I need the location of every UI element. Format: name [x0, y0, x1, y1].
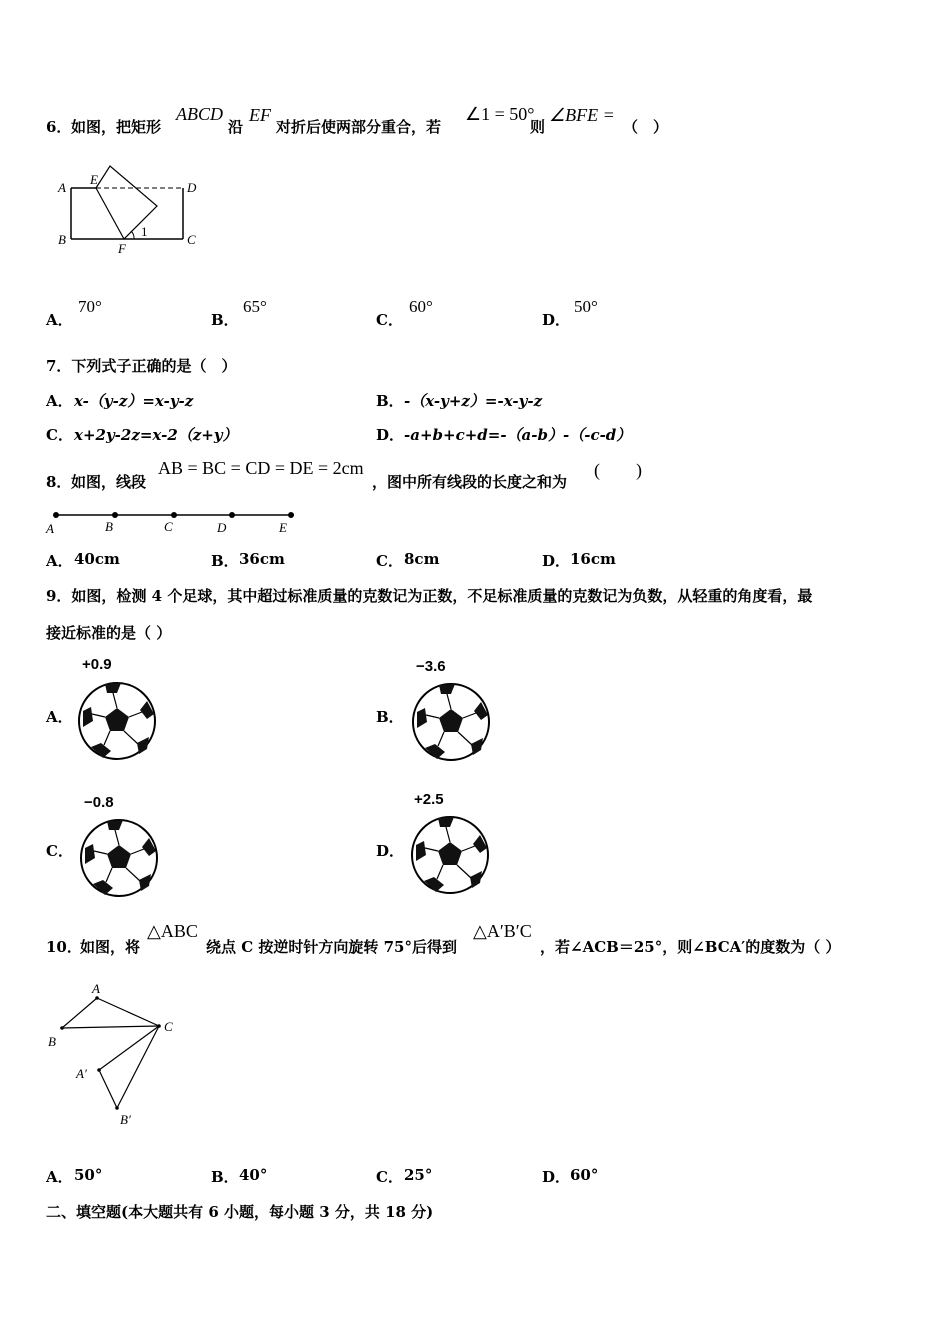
q10-edge-bc [62, 1026, 159, 1028]
q10-option-b-value: 40° [239, 1166, 268, 1184]
q10-option-c-letter[interactable]: C． [376, 1168, 403, 1186]
q8-point-d [229, 512, 235, 518]
q10-label-c: C [164, 1019, 173, 1034]
q9-option-a-football-icon [77, 681, 159, 763]
q10-math-abc: △ABC [147, 921, 198, 941]
q8-point-a [53, 512, 59, 518]
q8-math-segments: AB = BC = CD = DE = 2cm [158, 458, 364, 478]
q6-text-4: 则 [530, 118, 546, 136]
q6-label-c: C [187, 232, 196, 247]
q9-option-a-letter[interactable]: A． [46, 708, 73, 726]
q9-option-d-letter[interactable]: D． [376, 842, 405, 860]
q6-figure-rectangle-fold [52, 160, 212, 260]
q7-title: 7．下列式子正确的是（ ） [46, 357, 237, 375]
q7-option-a-letter[interactable]: A． [46, 392, 73, 410]
q10-edge-a2c [99, 1026, 159, 1070]
q6-fold-line-ef [96, 188, 124, 239]
q8-label-c: C [164, 519, 173, 534]
q8-option-d-value: 16cm [570, 550, 616, 568]
q10-option-a-letter[interactable]: A． [46, 1168, 73, 1186]
q8-point-c [171, 512, 177, 518]
q10-edge-b2c [117, 1026, 159, 1108]
q7-option-d-letter[interactable]: D． [376, 426, 405, 444]
q10-option-a-value: 50° [74, 1166, 103, 1184]
q9-option-c-football-icon [79, 818, 161, 900]
q10-number: 10． [46, 938, 82, 956]
q10-option-d-letter[interactable]: D． [542, 1168, 571, 1186]
q10-option-c-value: 25° [404, 1166, 433, 1184]
q6-option-c-letter[interactable]: C． [376, 311, 403, 329]
q6-angle-arc [131, 231, 134, 239]
q9-option-b-value: −3.6 [416, 658, 446, 675]
q6-text-2: 沿 [228, 118, 244, 136]
q6-folded-part [96, 166, 157, 239]
q6-text-1: 如图，把矩形 [71, 118, 162, 136]
q8-label-b: B [105, 519, 113, 534]
q10-edge-ab [62, 998, 97, 1028]
section-2-heading: 二、填空题(本大题共有 6 小题，每小题 3 分，共 18 分) [46, 1203, 434, 1221]
q7-option-b-expr: -（x-y+z）=-x-y-z [404, 392, 543, 410]
q9-option-b-letter[interactable]: B． [376, 708, 404, 726]
q8-label-e: E [279, 520, 287, 535]
q6-option-b-value: 65° [243, 297, 267, 316]
q9-option-a-value: +0.9 [82, 656, 112, 673]
q6-label-b: B [58, 232, 66, 247]
q8-option-b-letter[interactable]: B． [211, 552, 239, 570]
q8-option-c-value: 8cm [404, 550, 440, 568]
q10-text-1: 如图，将 [80, 938, 141, 956]
q10-math-a2b2c: △A′B′C [473, 921, 532, 941]
q6-label-d: D [187, 180, 197, 195]
q6-option-b-letter[interactable]: B． [211, 311, 239, 329]
q10-option-b-letter[interactable]: B． [211, 1168, 239, 1186]
q6-option-d-letter[interactable]: D． [542, 311, 571, 329]
q9-option-d-football-icon [410, 815, 492, 897]
q10-edge-ac [97, 998, 159, 1026]
q8-figure-line-segment [42, 505, 302, 539]
q8-option-a-value: 40cm [74, 550, 120, 568]
q8-text-2: ，图中所有线段的长度之和为 [372, 473, 568, 491]
q6-math-abcd: ABCD [176, 104, 223, 124]
q7-option-d-expr: -a+b+c+d=-（a-b）-（-c-d） [404, 426, 632, 444]
q8-label-a: A [46, 521, 54, 536]
q8-number: 8． [46, 473, 72, 491]
q10-figure-rotation [44, 978, 184, 1133]
q9-option-d-value: +2.5 [414, 791, 444, 808]
q7-option-c-letter[interactable]: C． [46, 426, 73, 444]
q6-label-e: E [90, 172, 98, 187]
q8-option-c-letter[interactable]: C． [376, 552, 403, 570]
q8-point-e [288, 512, 294, 518]
q8-paren: ( ) [594, 460, 642, 480]
q10-text-2: 绕点 C 按逆时针方向旋转 75°后得到 [206, 938, 457, 956]
q6-label-a: A [58, 180, 66, 195]
q8-point-b [112, 512, 118, 518]
q6-math-angle1: ∠1 = 50° [465, 104, 535, 124]
q8-option-d-letter[interactable]: D． [542, 552, 571, 570]
q6-option-c-value: 60° [409, 297, 433, 316]
q9-option-b-football-icon [411, 682, 493, 764]
q8-option-a-letter[interactable]: A． [46, 552, 73, 570]
q10-label-a-prime: A′ [76, 1066, 87, 1081]
q6-math-ef: EF [249, 105, 271, 125]
q6-option-a-value: 70° [78, 297, 102, 316]
q9-text-line-2: 接近标准的是（ ） [46, 624, 172, 642]
q6-paren: （ ） [623, 118, 669, 136]
q6-option-d-value: 50° [574, 297, 598, 316]
q8-label-d: D [217, 520, 227, 535]
q6-math-angle-bfe: ∠BFE = [549, 105, 615, 125]
q7-option-b-letter[interactable]: B． [376, 392, 404, 410]
q10-text-3: ，若∠ACB＝25°，则∠BCA′的度数为（ ） [540, 938, 841, 956]
q6-label-1: 1 [141, 224, 148, 239]
q9-text-line-1: 9．如图，检测 4 个足球，其中超过标准质量的克数记为正数，不足标准质量的克数记为负数，从轻重的角度看，最 [46, 587, 813, 605]
q10-label-b: B [48, 1034, 56, 1049]
q9-option-c-letter[interactable]: C． [46, 842, 73, 860]
q8-text-1: 如图，线段 [71, 473, 147, 491]
q10-label-b-prime: B′ [120, 1112, 131, 1127]
q7-option-a-expr: x-（y-z）=x-y-z [74, 392, 194, 410]
q6-text-3: 对折后使两部分重合，若 [276, 118, 442, 136]
q10-edge-a2b2 [99, 1070, 117, 1108]
q8-option-b-value: 36cm [239, 550, 285, 568]
q6-label-f: F [118, 241, 126, 256]
q6-number: 6． [46, 118, 72, 136]
q10-label-a: A [92, 981, 100, 996]
q9-option-c-value: −0.8 [84, 794, 114, 811]
q6-option-a-letter[interactable]: A． [46, 311, 73, 329]
q7-option-c-expr: x+2y-2z=x-2（z+y） [74, 426, 238, 444]
q10-option-d-value: 60° [570, 1166, 599, 1184]
